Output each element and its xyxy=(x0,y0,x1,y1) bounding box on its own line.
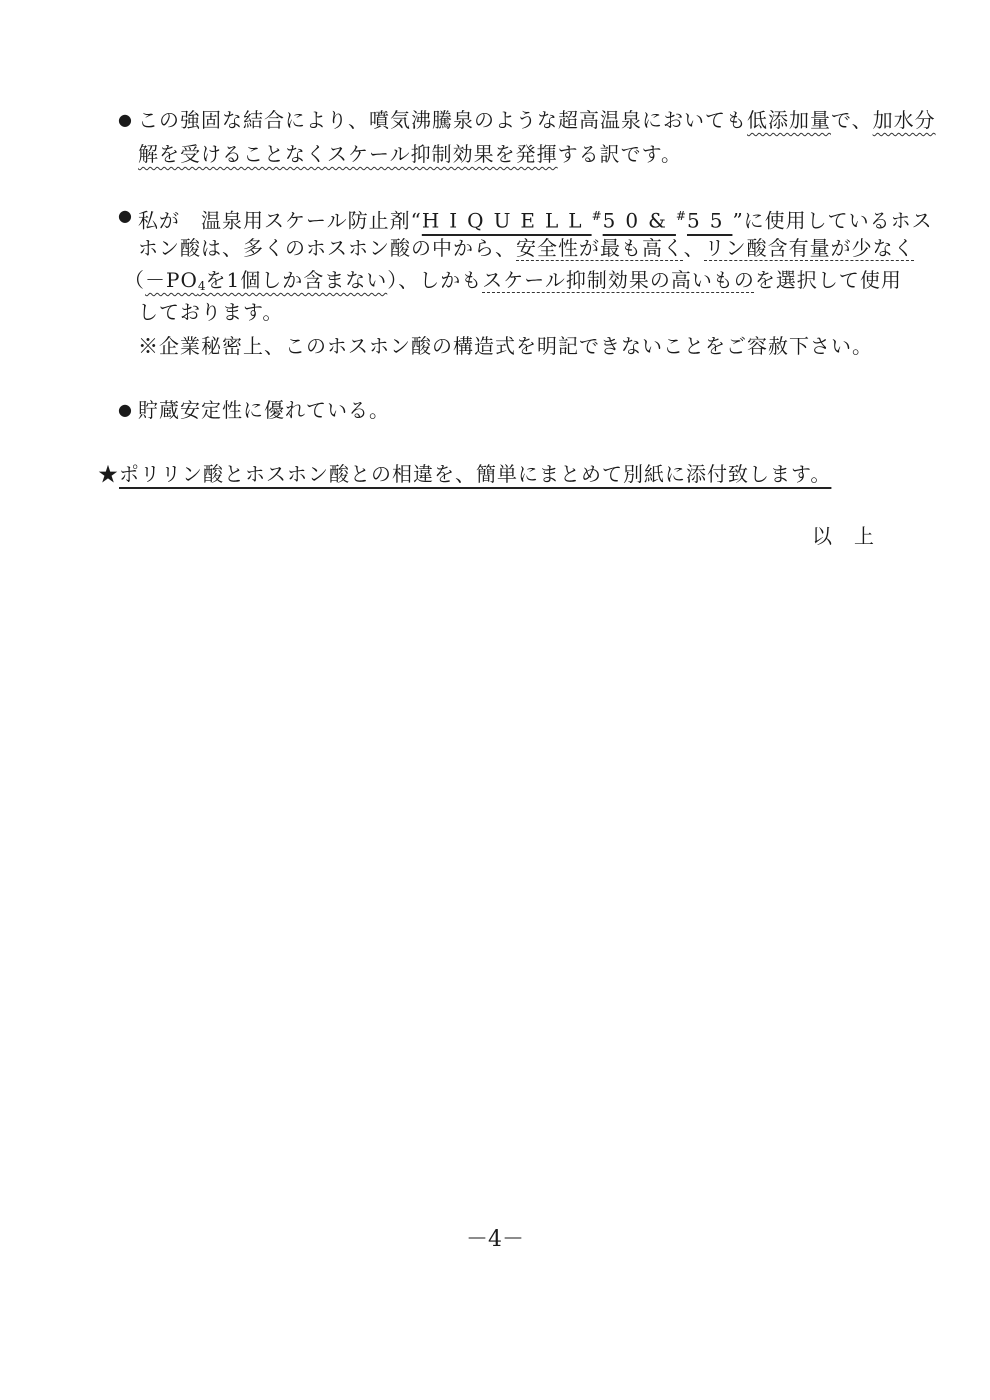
star-icon: ★ xyxy=(98,462,119,486)
high-inhibition-emphasis: スケール抑制効果の高いもの xyxy=(482,268,755,292)
product-name: HIQUELL xyxy=(421,208,592,233)
bullet2-line1: 私が 温泉用スケール防止剤“HIQUELL#50&#55”に使用しているホス xyxy=(138,208,933,233)
page-number: －4－ xyxy=(466,1227,524,1252)
closing-remark: 以 上 xyxy=(812,524,875,548)
scale-inhibition-emphasis: 解を受けることなくスケール抑制効果を発揮 xyxy=(138,142,558,166)
bullet-marker: ● xyxy=(118,110,132,129)
bullet2-line2: ホン酸は、多くのホスホン酸の中から、安全性が最も高く、リン酸含有量が少なく xyxy=(138,236,915,260)
product-number-1: 50& xyxy=(602,208,676,233)
attachment-note xyxy=(98,460,831,488)
bullet1-line2: 解を受けることなくスケール抑制効果を発揮する訳です。 xyxy=(138,142,683,166)
po4-emphasis: $-PO_4$を1個しか含まない xyxy=(145,268,388,293)
hydrolysis-emphasis: 加水分 xyxy=(872,108,936,132)
safety-emphasis: 安全性が最も高く xyxy=(516,236,684,260)
trade-secret-note: ※企業秘密上、このホスホン酸の構造式を明記できないことをご容赦下さい。 xyxy=(138,334,873,358)
product-number-2: 55 xyxy=(686,208,733,233)
bullet-marker: ● xyxy=(118,206,132,225)
phosphorus-emphasis: リン酸含有量が少なく xyxy=(704,236,915,260)
bullet2-line3: （$-PO_4$を1個しか含まない）、しかもスケール抑制効果の高いものを選択して使用 xyxy=(124,268,902,293)
bullet3-text: 貯蔵安定性に優れている。 xyxy=(138,398,390,422)
bullet2-line4: しております。 xyxy=(138,300,284,324)
bullet1-line1: この強固な結合により、噴気沸騰泉のような超高温泉においても低添加量で、加水分 xyxy=(138,108,936,132)
attachment-note-text: ポリリン酸とホスホン酸との相違を、簡単にまとめて別紙に添付致します。 xyxy=(119,462,832,486)
low-dosage-emphasis: 低添加量 xyxy=(747,108,831,132)
bullet-marker: ● xyxy=(118,400,132,419)
